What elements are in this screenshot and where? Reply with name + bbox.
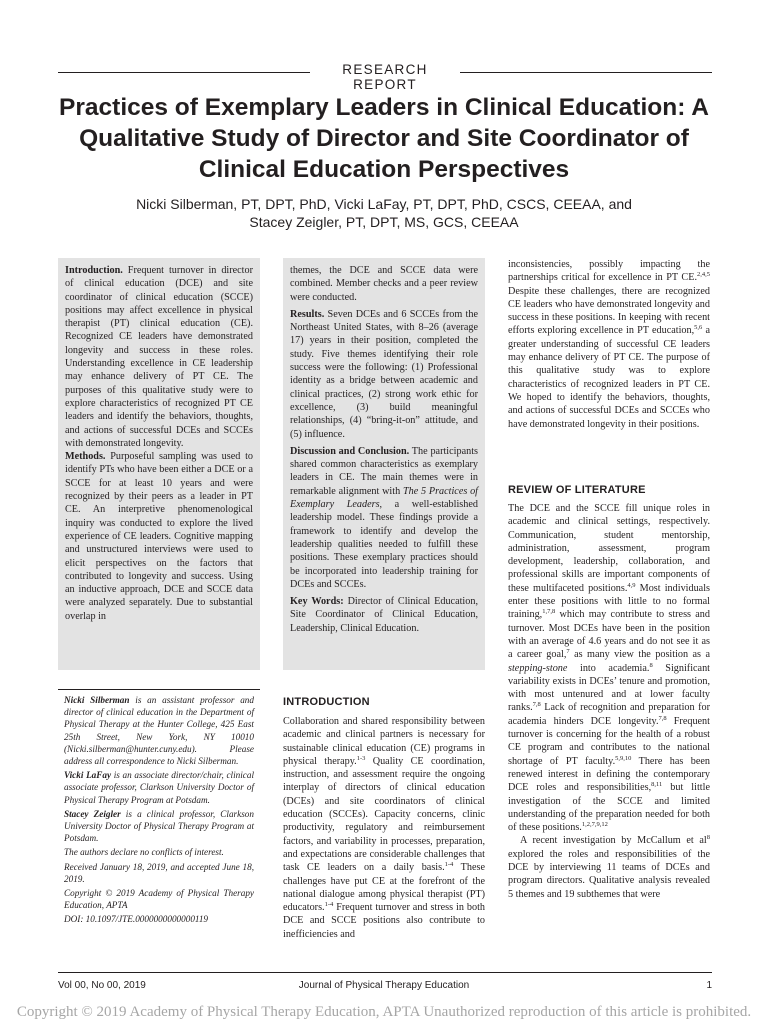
abstract-column-1 [58,258,260,670]
notes-rule [58,689,260,690]
citation: 5,6 [694,324,703,332]
text-segment: Despite these challenges, there are recognized CE leaders who have demonstrated longevity and success in these positions. In keeping with recent efforts exploring excellence in PT education, [508,285,710,337]
note-text: is an associate director/chair, clinical associate professor, Clarkson University Doctor of Physical Therapy Program at Potsdam. [64,770,254,805]
text-segment: A recent investigation by McCallum et al [520,835,707,847]
author-list [110,195,658,231]
introduction-body [283,715,485,941]
intro-continued-paragraph [508,258,710,431]
author-notes [64,694,254,928]
abstract-discussion-text-2: , a well-established leadership model. These findings provide a framework to identify and develop the leadership qualities needed to fulfill these positions. These exemplary practices should be incorporated into leadership training for DCEs and SCCEs. [290,499,478,590]
text-segment: Significant variability exists in DCEs’ tenure and promotion, with most untenured and at lower faculty ranks. [508,662,710,714]
text-segment: a greater understanding of successful CE leaders may enhance delivery of PT CE. The purpose of this qualitative study was to explore characteristics of recognized leaders in PT CE. We hoped to identify the behaviors, thoughts, and actions of successful DCEs and SCCEs who have demonstrated longevity in their positions. [508,325,710,430]
abstract-introduction [65,264,253,450]
text-segment: There has been renewed interest in defining the contemporary DCE roles and responsibilities, [508,755,710,794]
citation: 8,11 [651,781,663,789]
author-line-1: Nicki Silberman, PT, DPT, PhD, Vicki LaFay, PT, DPT, PhD, CSCS, CEEAA, and [136,196,632,212]
text-segment: Most individuals enter these positions with little to no formal training, [508,582,710,621]
intro-text-3: These challenges have put CE at the forefront of the national dialogue among physical therapist (PT) educators. [283,862,485,914]
copyright-note: Copyright © 2019 Academy of Physical Therapy Education, APTA [64,888,254,911]
running-header [58,58,712,92]
note-author-name: Stacey Zeigler [64,808,121,819]
abstract-results-text: Seven DCEs and 6 SCCEs from the Northeast United States, with 8–26 (average 17) years in their position, completed the study. Five themes identifying their role success were the following: (1) Professional identity as a bridge between academic and clinical practices, (2) strong work ethic for excellence, (3) build meaningful relationships, (4) “bring-it-on” attitude, and (5) influence. [290,308,478,440]
citation: 1-4 [444,861,454,869]
abstract-discussion [290,445,478,591]
copyright-banner: Copyright © 2019 Academy of Physical Therapy Education, APTA Unauthorized reproduction of this article is prohibited. [16,1004,752,1020]
note-item [64,769,254,806]
citation: 1-4 [324,901,334,909]
abstract-discussion-label: Discussion and Conclusion. [290,445,410,457]
introduction-heading: INTRODUCTION [283,696,370,708]
text-segment: but little investigation of the SCCE and limited understanding of the preparation needed for both of these positions. [508,782,710,834]
note-author-name: Vicki LaFay [64,770,112,781]
italic-term: stepping-stone [508,662,568,674]
literature-heading: REVIEW OF LITERATURE [508,484,646,496]
abstract-results [290,308,478,441]
citation: 7 [566,648,570,656]
abstract-methods [65,450,253,623]
article-title: Practices of Exemplary Leaders in Clinical Education: A Qualitative Study of Director and Site Coordinator of Clinical Education Perspectives [59,94,709,183]
abstract-methods-continued: themes, the DCE and SCCE data were combined. Member checks and a peer review were conducted. [290,265,478,303]
abstract-methods-text: Purposeful sampling was used to identify PTs who have been either a DCE or a SCCE for at least 10 years and were recognized by their peers as a leader in PT CE. An interpretive phenomenological inquiry was conducted to explore the lived experience of CE leaders. Cognitive mapping and unstructured interviews were used to elicit perspectives on the factors that contributed to longevity and success. Using an inductive approach, DCE and SCCE data were analyzed separately. Due to substantial overlap in [65,451,253,622]
abstract-intro-text: Frequent turnover in director of clinical education (DCE) and site coordinator of clinical education (SCCE) positions may affect excellence in physical therapist (PT) clinical education (CE). Recognized CE leaders have demonstrated longevity and success in these roles. Understanding excellence in CE leadership may enhance delivery of PT CE. The purposes of this qualitative study were to explore characteristics of recognized PT CE leaders and identify the behaviors, thoughts, and actions of successful DCEs and SCCEs with demonstrated longevity. [65,265,253,449]
citation: 7,8 [658,714,667,722]
received-dates: Received January 18, 2019, and accepted June 18, 2019. [64,861,254,884]
abstract-discussion-italic: The 5 Practices of Exemplary Leaders [290,485,478,511]
text-segment: The DCE and the SCCE fill unique roles in academic and clinical settings, respectively. Communication, student mentorship, administration, assessment, program development, leadership, collaboration, and professional skills are important components of these multifaceted positions. [508,503,710,594]
text-segment: inconsistencies, possibly impacting the partnerships critical for excellence in PT CE. [508,259,710,284]
literature-paragraph-1 [508,502,710,834]
text-segment: Frequent turnover is concerning for the health of a robust CE program and contributes to the national shortage of PT faculty. [508,715,710,767]
citation: 8 [706,834,710,842]
intro-text-4: Frequent turnover and stress in both DCE and SCCE positions also contribute to inefficiencies and [283,902,485,940]
literature-paragraph-2 [508,834,710,900]
introduction-paragraph [283,715,485,941]
citation: 7,8 [532,701,541,709]
citation: 1,7,8 [542,608,556,616]
intro-text-2: Quality CE coordination, instruction, and assessment require the ongoing interplay of directors of clinical education (DCEs) and site coordinators of clinical education (SCCEs). Capacity concerns, clinic productivity, regulatory and reimbursement factors, and variability in processes, preparation, and expectations are considerable challenges that task CE leaders on a daily basis. [283,755,485,874]
citation: 8 [649,661,653,669]
text-segment: Lack of recognition and preparation for academia hinders DCE longevity. [508,702,710,727]
author-line-2: Stacey Zeigler, PT, DPT, MS, GCS, CEEAA [249,214,519,230]
note-item [64,808,254,845]
citation: 1,2,7,9,12 [581,821,608,829]
text-segment: as many view the position as a [569,649,710,661]
volume-info: Vol 00, No 00, 2019 [58,980,146,991]
footer-rule [58,972,712,973]
note-text: is an assistant professor and director of clinical education in the Department of Physical Therapy at the Hunter College, 425 East 25th Street, New York, NY 10010 (Nicki.silberman@hunter.cuny.edu). Please address all correspondence to Nicki Silberman. [64,695,254,767]
abstract-methods-label: Methods. [65,451,106,463]
note-text: is a clinical professor, Clarkson University Doctor of Physical Therapy Program at Potsdam. [64,808,254,844]
abstract-discussion-text: The participants shared common characteristics as exemplary leaders in CE. The main themes were in remarkable alignment with [290,445,478,497]
abstract-keywords [290,595,478,635]
header-rule-left [58,72,310,73]
header-rule-right [460,72,712,73]
doi: DOI: 10.1097/JTE.0000000000000119 [64,914,209,925]
abstract-intro-label: Introduction. [65,265,123,276]
citation: 5,9,10 [615,754,632,762]
text-segment: which may contribute to stress and turnover. Most DCEs have been in the position with an average of 4.6 years and do not see it as a career goal, [508,609,710,661]
keywords-text: Director of Clinical Education, Site Coordinator of Clinical Education, Leadership, Clinical Education. [290,596,478,634]
intro-text-1: Collaboration and shared responsibility between academic and clinical partners is necessary for sustainable clinical education (CE) programs in physical therapy. [283,716,485,767]
review-of-literature-body [508,502,710,901]
journal-name: Journal of Physical Therapy Education [298,980,470,991]
abstract-column-2 [283,258,485,670]
keywords-label: Key Words: [290,596,344,608]
right-column-intro-continued [508,258,710,431]
abstract-results-label: Results. [290,308,325,320]
note-item [64,694,254,767]
page-number: 1 [706,980,712,991]
citation: 1-3 [356,754,366,762]
section-label: RESEARCH REPORT [342,62,428,92]
conflict-statement: The authors declare no conflicts of interest. [64,847,224,858]
text-segment: into academia. [567,662,650,674]
citation: 2,4,5 [697,271,710,279]
text-segment: explored the roles and responsibilities of the DCE by interviewing 11 teams of DCEs and program directors. Qualitative analysis revealed 5 themes and 19 subthemes that were [508,848,710,900]
note-author-name: Nicki Silberman [64,695,130,705]
citation: 4,9 [627,581,636,589]
